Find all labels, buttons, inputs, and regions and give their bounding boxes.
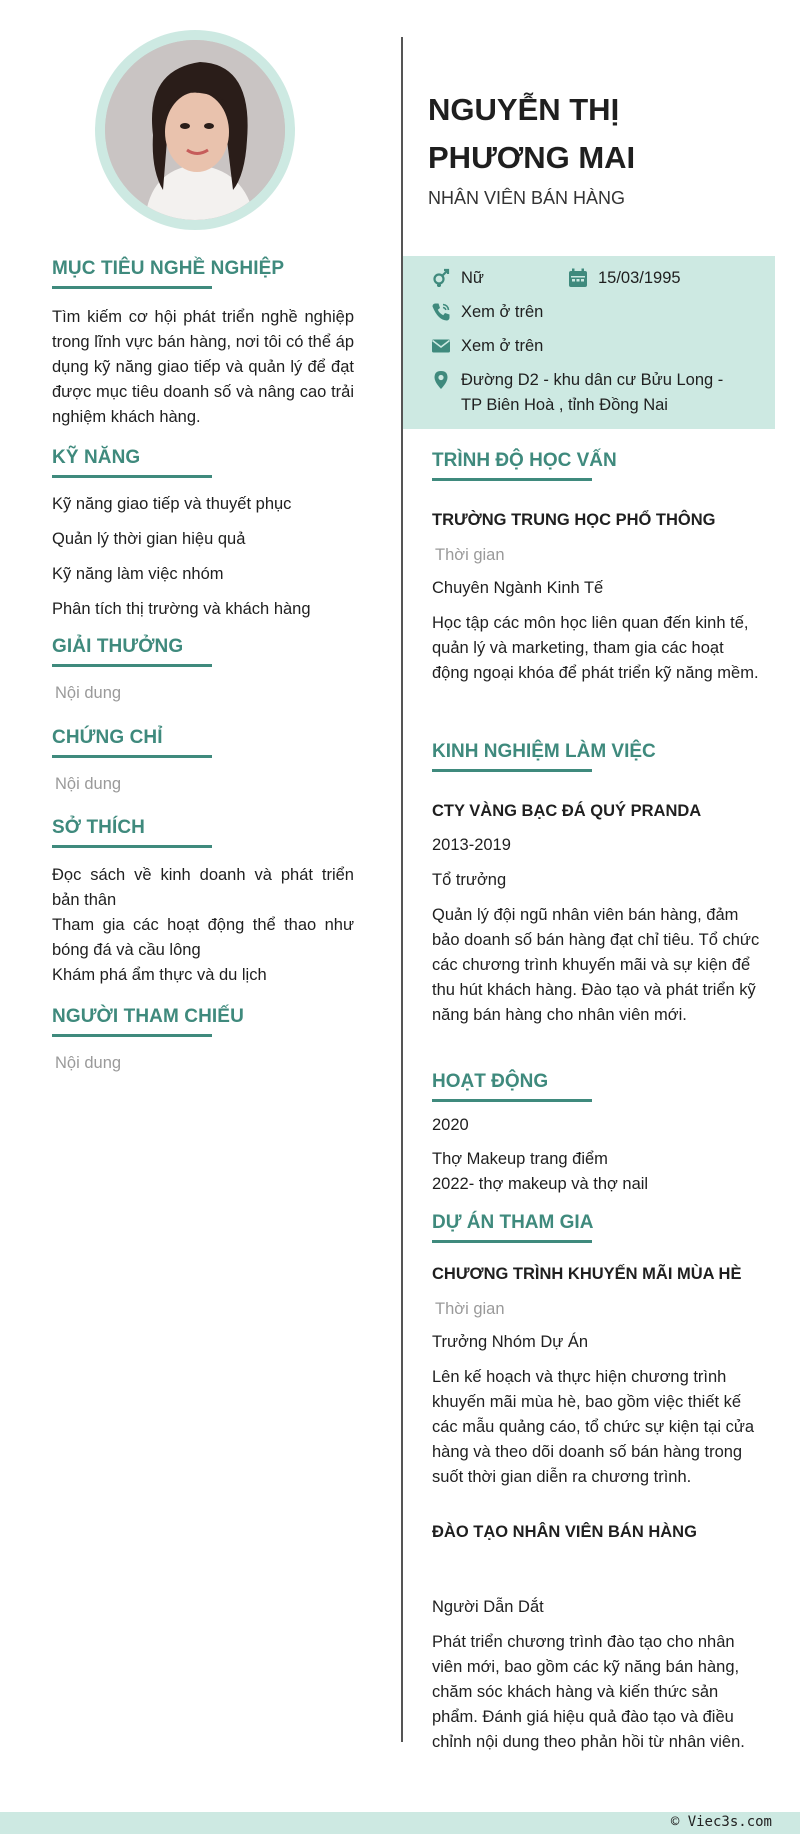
gender-icon bbox=[431, 268, 451, 288]
contact-birthday bbox=[568, 266, 681, 291]
hobbies-title: SỞ THÍCH bbox=[52, 817, 146, 838]
experience-title: KINH NGHIỆM LÀM VIỆC bbox=[432, 741, 656, 762]
education-title: TRÌNH ĐỘ HỌC VẤN bbox=[432, 450, 617, 471]
avatar bbox=[105, 40, 285, 220]
footer-bar bbox=[0, 1812, 800, 1834]
contact-gender bbox=[431, 266, 484, 291]
skill-item: Quản lý thời gian hiệu quả bbox=[52, 530, 246, 548]
projects-underline bbox=[432, 1240, 592, 1243]
awards-title: GIẢI THƯỞNG bbox=[52, 636, 184, 657]
experience-desc: Quản lý đội ngũ nhân viên bán hàng, đảm bảo doanh số bán hàng đạt chỉ tiêu. Tổ chức các chương trình khuyến mãi và sự kiện để thu hút khách hàng. Đào tạo và phát triển kỹ năng bán hàng cho nhân viên mới. bbox=[432, 906, 760, 1024]
education-section bbox=[432, 450, 762, 686]
skills-underline bbox=[52, 475, 212, 478]
certificates-section bbox=[52, 727, 354, 794]
candidate-role: NHÂN VIÊN BÁN HÀNG bbox=[428, 188, 626, 208]
education-time: Thời gian bbox=[435, 546, 505, 564]
experience-underline bbox=[432, 769, 592, 772]
project-name: ĐÀO TẠO NHÂN VIÊN BÁN HÀNG bbox=[432, 1523, 697, 1541]
birthday-value: 15/03/1995 bbox=[598, 269, 681, 287]
experience-position: Tổ trưởng bbox=[432, 871, 507, 889]
education-desc: Học tập các môn học liên quan đến kinh tế, quản lý và marketing, tham gia các hoạt động ngoại khóa để phát triển kỹ năng mềm. bbox=[432, 614, 759, 682]
gender-value: Nữ bbox=[461, 269, 484, 287]
project-time: Thời gian bbox=[435, 1300, 505, 1318]
references-underline bbox=[52, 1034, 212, 1037]
objective-title: MỤC TIÊU NGHỀ NGHIỆP bbox=[52, 258, 285, 279]
projects-title: DỰ ÁN THAM GIA bbox=[432, 1212, 594, 1233]
avatar-frame bbox=[95, 30, 295, 230]
activities-section bbox=[432, 1071, 762, 1197]
education-school: TRƯỜNG TRUNG HỌC PHỔ THÔNG bbox=[432, 511, 716, 529]
email-value: Xem ở trên bbox=[461, 337, 544, 355]
references-title: NGƯỜI THAM CHIẾU bbox=[52, 1006, 244, 1027]
activities-title: HOẠT ĐỘNG bbox=[432, 1071, 549, 1092]
certificates-placeholder: Nội dung bbox=[55, 775, 122, 793]
footer-copyright: © Viec3s.com bbox=[670, 1814, 772, 1830]
activities-underline bbox=[432, 1099, 592, 1102]
experience-period: 2013-2019 bbox=[432, 836, 511, 854]
address-value: Đường D2 - khu dân cư Bửu Long - TP Biên Hoà , tỉnh Đồng Nai bbox=[461, 371, 724, 414]
objective-section bbox=[52, 258, 354, 430]
envelope-icon bbox=[431, 336, 451, 356]
activities-year: 2020 bbox=[432, 1116, 469, 1134]
education-major: Chuyên Ngành Kinh Tế bbox=[432, 579, 604, 597]
certificates-underline bbox=[52, 755, 212, 758]
hobby-item: Khám phá ẩm thực và du lịch bbox=[52, 966, 267, 984]
avatar-photo-icon bbox=[105, 40, 285, 220]
project-name: CHƯƠNG TRÌNH KHUYẾN MÃI MÙA HÈ bbox=[432, 1265, 742, 1283]
calendar-icon bbox=[568, 268, 588, 288]
project-desc: Lên kế hoạch và thực hiện chương trình khuyến mãi mùa hè, bao gồm việc thiết kế các mẫu quảng cáo, tổ chức sự kiện tại cửa hàng và theo dõi doanh số bán hàng trong suốt thời gian diễn ra chương trình. bbox=[432, 1368, 755, 1486]
hobby-item: Tham gia các hoạt động thể thao như bóng đá và cầu lông bbox=[52, 916, 354, 959]
location-pin-icon bbox=[431, 370, 451, 390]
project-desc: Phát triển chương trình đào tạo cho nhân viên mới, bao gồm các kỹ năng bán hàng, chăm sóc khách hàng và kiến thức sản phẩm. Đánh giá hiệu quả đào tạo và điều chỉnh nội dung theo phản hồi từ nhân viên. bbox=[432, 1633, 745, 1751]
objective-underline bbox=[52, 286, 212, 289]
phone-value: Xem ở trên bbox=[461, 303, 544, 321]
certificates-title: CHỨNG CHỈ bbox=[52, 727, 163, 748]
project-role: Trưởng Nhóm Dự Án bbox=[432, 1333, 589, 1351]
experience-company: CTY VÀNG BẠC ĐÁ QUÝ PRANDA bbox=[432, 802, 702, 820]
references-section bbox=[52, 1006, 354, 1073]
skill-item: Kỹ năng làm việc nhóm bbox=[52, 565, 224, 583]
hobby-item: Đọc sách về kinh doanh và phát triển bản thân bbox=[52, 866, 354, 909]
activities-line: Thợ Makeup trang điểm bbox=[432, 1150, 608, 1168]
skills-section bbox=[52, 447, 354, 622]
projects-section bbox=[432, 1212, 762, 1755]
references-placeholder: Nội dung bbox=[55, 1054, 122, 1072]
education-underline bbox=[432, 478, 592, 481]
hobbies-underline bbox=[52, 845, 212, 848]
skill-item: Phân tích thị trường và khách hàng bbox=[52, 600, 311, 618]
awards-section bbox=[52, 636, 354, 703]
skill-item: Kỹ năng giao tiếp và thuyết phục bbox=[52, 495, 292, 513]
skills-title: KỸ NĂNG bbox=[52, 447, 141, 468]
activities-line: 2022- thợ makeup và thợ nail bbox=[432, 1175, 649, 1193]
awards-placeholder: Nội dung bbox=[55, 684, 122, 702]
candidate-name: NGUYỄN THỊ PHƯƠNG MAI bbox=[428, 92, 636, 175]
contact-email bbox=[431, 334, 543, 359]
contact-panel bbox=[403, 256, 775, 429]
phone-icon bbox=[431, 302, 451, 322]
objective-text: Tìm kiếm cơ hội phát triển nghề nghiệp trong lĩnh vực bán hàng, nơi tôi có thể áp dụng kỹ năng giao tiếp và quản lý để đạt được mục tiêu doanh số và nâng cao trải nghiệm khách hàng. bbox=[52, 308, 354, 426]
experience-section bbox=[432, 741, 762, 1028]
hobbies-section bbox=[52, 817, 354, 988]
project-role: Người Dẫn Dắt bbox=[432, 1598, 544, 1616]
contact-phone bbox=[431, 300, 543, 325]
contact-address bbox=[431, 368, 731, 418]
awards-underline bbox=[52, 664, 212, 667]
